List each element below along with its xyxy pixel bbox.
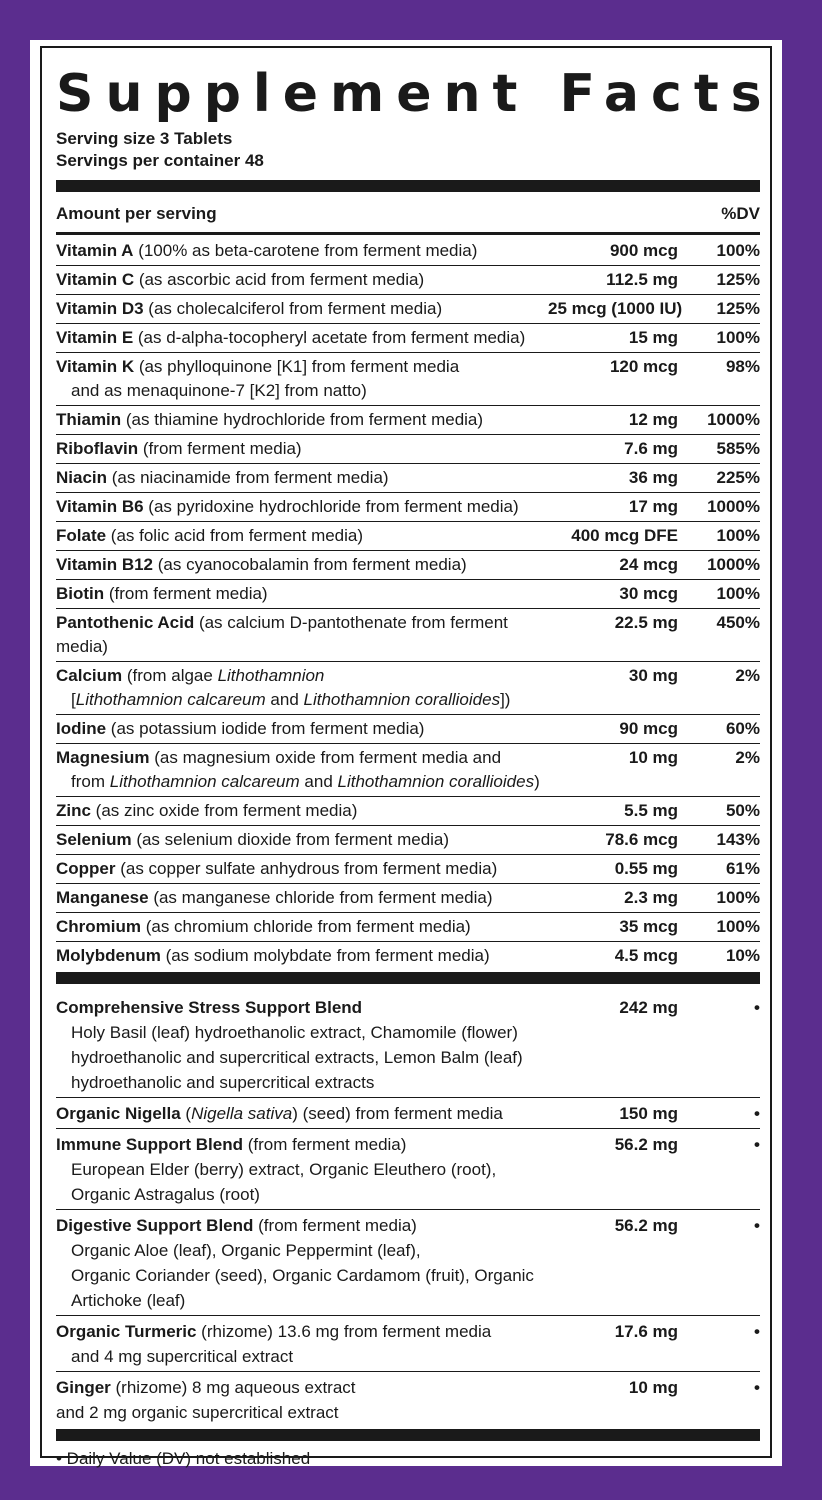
thick-divider xyxy=(56,180,760,192)
blend-list xyxy=(56,992,760,1427)
nutrient-name: Manganese xyxy=(56,888,149,907)
nutrient-source: (as selenium dioxide from ferment media) xyxy=(131,830,450,849)
nutrient-row xyxy=(56,744,760,797)
blend-amount: 56.2 mg xyxy=(614,1135,678,1154)
nutrient-name: Folate xyxy=(56,526,107,545)
nutrient-amount: 17 mg xyxy=(628,497,678,516)
nutrient-name: Magnesium xyxy=(56,748,150,767)
nutrient-row xyxy=(56,855,760,884)
nutrient-source: (as ascorbic acid from ferment media) xyxy=(134,270,425,289)
nutrient-dv: 100% xyxy=(716,584,760,603)
blend-name: Ginger xyxy=(56,1378,111,1397)
blend-dv: • xyxy=(754,1378,760,1397)
nutrient-row xyxy=(56,942,760,970)
nutrient-amount: 30 mcg xyxy=(619,584,678,603)
nutrient-name: Vitamin E xyxy=(56,328,134,347)
nutrient-dv: 61% xyxy=(725,859,760,878)
nutrient-dv: 585% xyxy=(716,439,760,458)
nutrient-amount: 15 mg xyxy=(628,328,678,347)
nutrient-dv: 100% xyxy=(716,241,760,260)
blend-row: Organic Nigella (Nigella sativa) (seed) from ferment media 150 mg • xyxy=(56,1098,760,1129)
blend-row: Ginger (rhizome) 8 mg aqueous extract and 2 mg organic supercritical extract 10 mg • xyxy=(56,1372,760,1427)
amount-header: Amount per serving xyxy=(56,204,217,223)
blend-ingredients: European Elder (berry) extract, Organic Eleuthero (root), Organic Astragalus (root) xyxy=(71,1160,497,1204)
nutrient-name: Niacin xyxy=(56,468,108,487)
nutrient-dv: 10% xyxy=(725,946,760,965)
facts-panel xyxy=(40,46,774,1468)
nutrient-amount: 36 mg xyxy=(628,468,678,487)
nutrient-source: (from ferment media) xyxy=(104,584,268,603)
nutrient-amount: 10 mg xyxy=(628,748,678,767)
nutrient-dv: 60% xyxy=(725,719,760,738)
nutrient-amount: 4.5 mcg xyxy=(614,946,678,965)
nutrient-source-cont: and as menaquinone-7 [K2] from natto) xyxy=(71,381,367,400)
nutrient-source: (from ferment media) xyxy=(138,439,302,458)
blend-row: Immune Support Blend (from ferment media) European Elder (berry) extract, Organic Eleuthero (root), Organic Astragalus (root) 56.2 mg • xyxy=(56,1129,760,1210)
nutrient-row xyxy=(56,435,760,464)
nutrient-name: Pantothenic Acid xyxy=(56,613,195,632)
blend-dv: • xyxy=(754,1104,760,1123)
nutrient-row xyxy=(56,295,760,324)
nutrient-dv: 2% xyxy=(735,748,760,767)
nutrient-name: Vitamin D3 xyxy=(56,299,144,318)
nutrient-source: (from algae xyxy=(122,666,218,685)
nutrient-name: Biotin xyxy=(56,584,105,603)
nutrient-name: Zinc xyxy=(56,801,91,820)
nutrient-amount: 25 mcg (1000 IU) xyxy=(548,299,683,318)
nutrient-source: (as thiamine hydrochloride from ferment media) xyxy=(121,410,484,429)
blend-amount: 17.6 mg xyxy=(614,1322,678,1341)
nutrient-source: (as magnesium oxide from ferment media and xyxy=(149,748,502,767)
nutrient-name: Iodine xyxy=(56,719,107,738)
nutrient-dv: 125% xyxy=(716,270,760,289)
servings-per-container: Servings per container 48 xyxy=(56,151,264,170)
dv-header: %DV xyxy=(721,204,760,223)
nutrient-row xyxy=(56,464,760,493)
nutrient-source: (as chromium chloride from ferment media) xyxy=(141,917,471,936)
footnote: • Daily Value (DV) not established xyxy=(56,1449,311,1468)
supplement-facts-label xyxy=(30,40,782,1466)
nutrient-amount: 900 mcg xyxy=(609,241,678,260)
nutrient-source: (as manganese chloride from ferment media) xyxy=(148,888,493,907)
page-title: Supplement Facts xyxy=(56,64,774,124)
nutrient-name: Vitamin K xyxy=(56,357,135,376)
blend-row xyxy=(56,992,760,1098)
nutrient-dv: 1000% xyxy=(707,497,760,516)
nutrient-name: Chromium xyxy=(56,917,141,936)
nutrient-source: (as phylloquinone [K1] from ferment media xyxy=(134,357,460,376)
nutrient-amount: 5.5 mg xyxy=(624,801,678,820)
nutrient-dv: 225% xyxy=(716,468,760,487)
nutrient-row xyxy=(56,324,760,353)
blend-name: Digestive Support Blend xyxy=(56,1216,254,1235)
nutrient-name: Vitamin B12 xyxy=(56,555,154,574)
nutrient-source-cont: [Lithothamnion calcareum and Lithothamnion corallioides]) xyxy=(71,690,511,709)
nutrient-name: Vitamin B6 xyxy=(56,497,144,516)
nutrient-amount: 2.3 mg xyxy=(624,888,678,907)
nutrient-row xyxy=(56,580,760,609)
nutrient-row xyxy=(56,522,760,551)
nutrient-row xyxy=(56,913,760,942)
nutrient-row xyxy=(56,266,760,295)
blend-dv: • xyxy=(754,1135,760,1154)
blend-row: Digestive Support Blend (from ferment media) Organic Aloe (leaf), Organic Peppermint (leaf), Organic Coriander (seed), Organic Cardamom (fruit), Organic Artichoke (leaf) 56.2 mg • xyxy=(56,1210,760,1316)
nutrient-amount: 35 mcg xyxy=(619,917,678,936)
blend-ingredients: and 4 mg supercritical extract xyxy=(71,1347,294,1366)
blend-dv: • xyxy=(754,1322,760,1341)
blend-amount: 150 mg xyxy=(619,1104,678,1123)
nutrient-name: Selenium xyxy=(56,830,132,849)
nutrient-dv: 98% xyxy=(725,357,760,376)
nutrient-dv: 50% xyxy=(725,801,760,820)
nutrient-name: Vitamin A xyxy=(56,241,134,260)
nutrient-row xyxy=(56,609,760,662)
nutrient-row xyxy=(56,237,760,266)
nutrient-amount: 30 mg xyxy=(628,666,678,685)
nutrient-source: (as niacinamide from ferment media) xyxy=(107,468,389,487)
nutrient-amount: 120 mcg xyxy=(609,357,678,376)
nutrient-dv: 450% xyxy=(716,613,760,632)
nutrient-name: Riboflavin xyxy=(56,439,139,458)
nutrient-source: (as potassium iodide from ferment media) xyxy=(106,719,425,738)
nutrient-source: (100% as beta-carotene from ferment media) xyxy=(133,241,478,260)
nutrient-row xyxy=(56,884,760,913)
nutrient-source: (as zinc oxide from ferment media) xyxy=(90,801,358,820)
column-header xyxy=(56,202,760,226)
nutrient-source: (as d-alpha-tocopheryl acetate from ferment media) xyxy=(133,328,526,347)
nutrient-source-cont: from Lithothamnion calcareum and Lithothamnion corallioides) xyxy=(71,772,540,791)
nutrient-amount: 400 mcg DFE xyxy=(571,526,678,545)
nutrient-row xyxy=(56,493,760,522)
blend-name: Comprehensive Stress Support Blend xyxy=(56,998,363,1017)
nutrient-dv: 100% xyxy=(716,888,760,907)
blend-amount: 10 mg xyxy=(628,1378,678,1397)
nutrient-name: Vitamin C xyxy=(56,270,135,289)
nutrient-source-italic: Lithothamnion xyxy=(217,666,325,685)
nutrient-dv: 2% xyxy=(735,666,760,685)
blend-amount: 56.2 mg xyxy=(614,1216,678,1235)
medium-divider xyxy=(56,232,760,235)
nutrient-name: Molybdenum xyxy=(56,946,161,965)
nutrient-row xyxy=(56,551,760,580)
nutrient-source: (as cyanocobalamin from ferment media) xyxy=(153,555,467,574)
blend-name: Organic Nigella xyxy=(56,1104,181,1123)
nutrient-source: (as copper sulfate anhydrous from ferment media) xyxy=(115,859,498,878)
nutrient-dv: 1000% xyxy=(707,410,760,429)
blend-ingredients: Organic Aloe (leaf), Organic Peppermint (leaf), Organic Coriander (seed), Organic Cardamom (fruit), Organic Artichoke (leaf) xyxy=(71,1241,534,1310)
nutrient-dv: 100% xyxy=(716,526,760,545)
blend-ingredients: Holy Basil (leaf) hydroethanolic extract, Chamomile (flower) hydroethanolic and supercritical extracts, Lemon Balm (leaf) hydroethanolic and supercritical extracts xyxy=(71,1023,523,1092)
nutrient-amount: 12 mg xyxy=(628,410,678,429)
blend-ingredients: and 2 mg organic supercritical extract xyxy=(56,1403,339,1422)
blend-dv: • xyxy=(754,1216,760,1235)
nutrient-source: (as sodium molybdate from ferment media) xyxy=(160,946,490,965)
nutrient-source: (as pyridoxine hydrochloride from ferment media) xyxy=(143,497,519,516)
nutrient-name: Thiamin xyxy=(56,410,122,429)
nutrient-row xyxy=(56,715,760,744)
nutrient-dv: 100% xyxy=(716,328,760,347)
nutrient-amount: 7.6 mg xyxy=(624,439,678,458)
nutrient-source: (as cholecalciferol from ferment media) xyxy=(143,299,443,318)
blend-name: Organic Turmeric xyxy=(56,1322,197,1341)
nutrient-source: (as calcium D-pantothenate from ferment media) xyxy=(56,613,508,656)
nutrient-source: (as folic acid from ferment media) xyxy=(106,526,364,545)
nutrient-amount: 90 mcg xyxy=(619,719,678,738)
serving-size: Serving size 3 Tablets xyxy=(56,129,233,148)
nutrient-amount: 0.55 mg xyxy=(614,859,678,878)
blend-name: Immune Support Blend xyxy=(56,1135,243,1154)
nutrient-row xyxy=(56,826,760,855)
nutrient-amount: 22.5 mg xyxy=(614,613,678,632)
nutrient-amount: 78.6 mcg xyxy=(605,830,678,849)
nutrient-row xyxy=(56,797,760,826)
thick-divider xyxy=(56,1429,760,1441)
nutrient-dv: 125% xyxy=(716,299,760,318)
nutrient-row xyxy=(56,662,760,715)
blend-dv: • xyxy=(754,998,760,1017)
nutrient-amount: 24 mcg xyxy=(619,555,678,574)
nutrient-dv: 100% xyxy=(716,917,760,936)
nutrient-dv: 143% xyxy=(716,830,760,849)
nutrient-amount: 112.5 mg xyxy=(606,270,678,289)
nutrient-row xyxy=(56,353,760,406)
nutrient-row xyxy=(56,406,760,435)
nutrient-name: Calcium xyxy=(56,666,123,685)
nutrient-list xyxy=(56,237,760,970)
nutrient-name: Copper xyxy=(56,859,116,878)
blend-row: Organic Turmeric (rhizome) 13.6 mg from ferment media and 4 mg supercritical extract 17.6 mg • xyxy=(56,1316,760,1372)
thick-divider xyxy=(56,972,760,984)
nutrient-dv: 1000% xyxy=(707,555,760,574)
blend-amount: 242 mg xyxy=(619,998,678,1017)
